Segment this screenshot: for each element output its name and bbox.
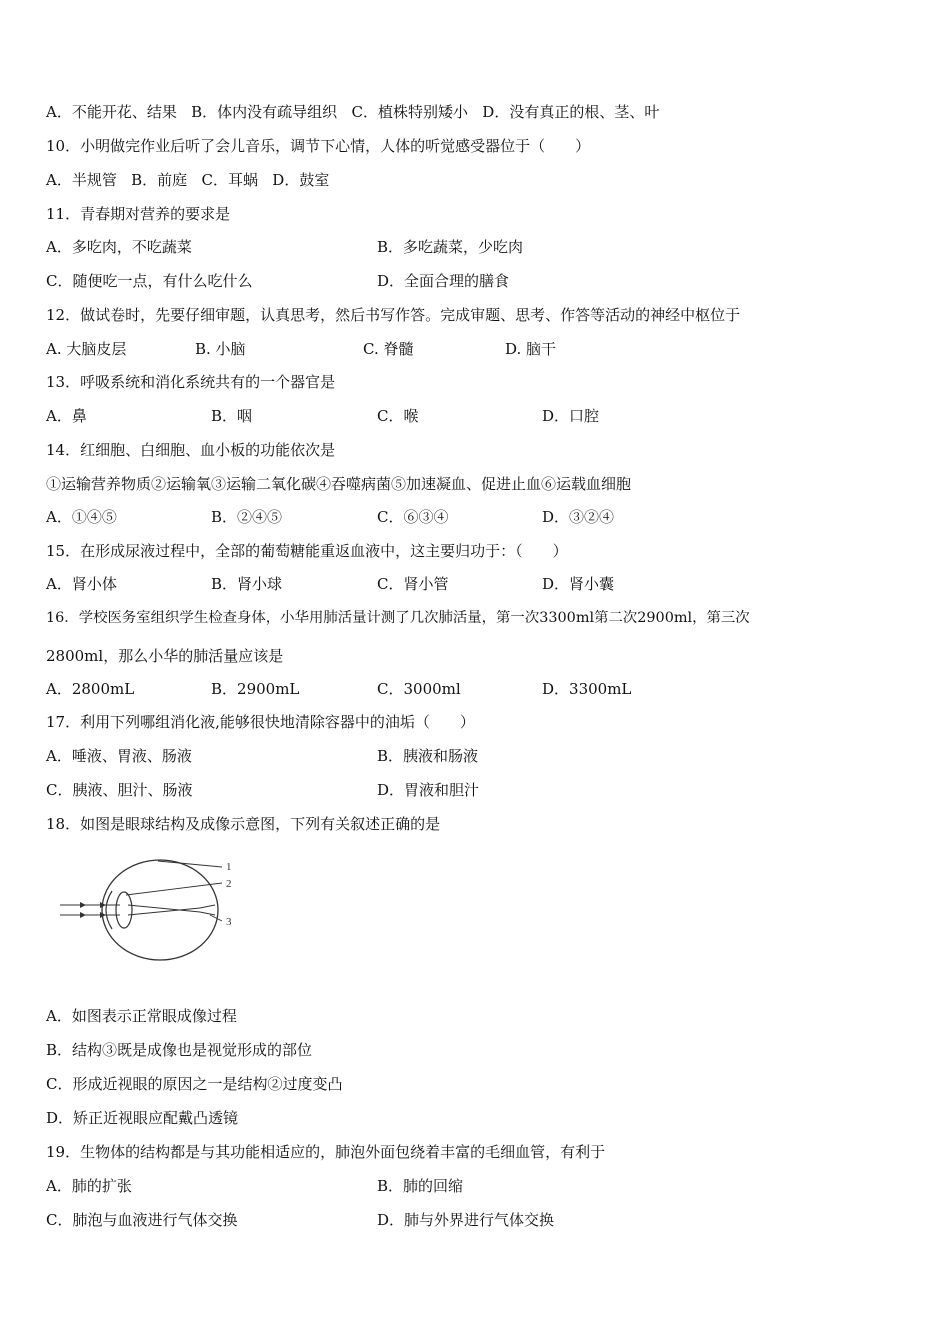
q19-option-b: B．肺的回缩	[377, 1177, 464, 1195]
q9-option-c: C．植株特别矮小	[351, 103, 468, 121]
q15-stem: 15．在形成尿液过程中，全部的葡萄糖能重返血液中，这主要归功于：（ ）	[46, 542, 568, 560]
q18-option-a: A．如图表示正常眼成像过程	[46, 1007, 237, 1025]
q10-option-d: D．鼓室	[272, 171, 330, 189]
figure-label-3: 3	[226, 916, 232, 928]
refracted-ray	[200, 905, 215, 908]
q17-option-a: A．唾液、胃液、肠液	[46, 747, 192, 765]
q10-option-c: C．耳蜗	[201, 171, 258, 189]
q19-option-d: D．肺与外界进行气体交换	[377, 1211, 555, 1229]
q11-stem: 11．青春期对营养的要求是	[46, 205, 231, 223]
q15-option-a: A．肾小体	[46, 575, 117, 593]
q18-option-d: D．矫正近视眼应配戴凸透镜	[46, 1109, 239, 1127]
q17-option-d: D．胃液和胆汁	[377, 781, 480, 799]
q10-stem: 10．小明做完作业后听了会儿音乐，调节下心情，人体的听觉感受器位于（ ）	[46, 137, 591, 155]
q16-stem-line2: 2800ml，那么小华的肺活量应该是	[46, 647, 284, 665]
q12-option-d: D. 脑干	[505, 340, 557, 358]
q9-option-a: A．不能开花、结果	[46, 103, 177, 121]
q14-stem: 14．红细胞、白细胞、血小板的功能依次是	[46, 441, 336, 459]
q15-option-c: C．肾小管	[377, 575, 449, 593]
q12-stem: 12．做试卷时，先要仔细审题，认真思考，然后书写作答。完成审题、思考、作答等活动的神经中枢位于	[46, 306, 741, 324]
refracted-ray	[128, 905, 200, 912]
q10-options	[46, 170, 329, 190]
q17-stem: 17．利用下列哪组消化液,能够很快地清除容器中的油垢（ ）	[46, 713, 475, 731]
refracted-ray	[200, 912, 215, 915]
q13-stem: 13．呼吸系统和消化系统共有的一个器官是	[46, 373, 336, 391]
pointer-line-2	[126, 883, 222, 895]
q17-option-c: C．胰液、胆汁、肠液	[46, 781, 193, 799]
q13-option-c: C．喉	[377, 407, 419, 425]
q15-option-b: B．肾小球	[211, 575, 283, 593]
ray-arrow	[80, 902, 86, 908]
q17-option-b: B．胰液和肠液	[377, 747, 479, 765]
q9-options	[46, 102, 659, 122]
q10-option-a: A．半规管	[46, 171, 117, 189]
q9-option-b: B．体内没有疏导组织	[191, 103, 338, 121]
q13-option-a: A．鼻	[46, 407, 87, 425]
q14-option-b: B．②④⑤	[211, 508, 283, 526]
q13-option-d: D．口腔	[542, 407, 600, 425]
cornea	[106, 891, 112, 929]
q19-option-a: A．肺的扩张	[46, 1177, 132, 1195]
q18-option-b: B．结构③既是成像也是视觉形成的部位	[46, 1041, 313, 1059]
eyeball-diagram	[60, 855, 250, 965]
figure-label-2: 2	[226, 878, 232, 890]
q11-option-a: A．多吃肉，不吃蔬菜	[46, 238, 192, 256]
q14-option-a: A．①④⑤	[46, 508, 117, 526]
q19-stem: 19．生物体的结构都是与其功能相适应的，肺泡外面包绕着丰富的毛细血管，有利于	[46, 1143, 606, 1161]
pointer-line-1	[158, 861, 222, 867]
q16-option-d: D．3300mL	[542, 680, 632, 698]
q11-option-d: D．全面合理的膳食	[377, 272, 510, 290]
eyeball-outline	[102, 860, 218, 960]
q10-option-b: B．前庭	[131, 171, 188, 189]
q14-option-c: C．⑥③④	[377, 508, 449, 526]
q11-option-b: B．多吃蔬菜，少吃肉	[377, 238, 524, 256]
q11-option-c: C．随便吃一点，有什么吃什么	[46, 272, 253, 290]
lens	[116, 892, 132, 928]
refracted-ray	[128, 908, 200, 915]
pointer-line-3	[210, 915, 222, 921]
q19-option-c: C．肺泡与血液进行气体交换	[46, 1211, 238, 1229]
q12-option-a: A. 大脑皮层	[46, 340, 127, 358]
q14-sub: ①运输营养物质②运输氧③运输二氧化碳④吞噬病菌⑤加速凝血、促进止血⑥运载血细胞	[46, 475, 632, 493]
q9-option-d: D．没有真正的根、茎、叶	[482, 103, 660, 121]
q15-option-d: D．肾小囊	[542, 575, 615, 593]
q12-option-b: B. 小脑	[195, 340, 246, 358]
q13-option-b: B．咽	[211, 407, 253, 425]
q18-stem: 18．如图是眼球结构及成像示意图，下列有关叙述正确的是	[46, 815, 441, 833]
ray-arrow	[80, 912, 86, 918]
figure-label-1: 1	[226, 861, 232, 873]
q18-option-c: C．形成近视眼的原因之一是结构②过度变凸	[46, 1075, 343, 1093]
q16-option-b: B．2900mL	[211, 680, 300, 698]
q16-option-a: A．2800mL	[46, 680, 135, 698]
q16-option-c: C．3000ml	[377, 680, 461, 698]
q16-stem-line1: 16．学校医务室组织学生检查身体，小华用肺活量计测了几次肺活量，第一次3300ml第二次2900ml，第三次	[46, 610, 750, 626]
q14-option-d: D．③②④	[542, 508, 615, 526]
q12-option-c: C. 脊髓	[363, 340, 414, 358]
